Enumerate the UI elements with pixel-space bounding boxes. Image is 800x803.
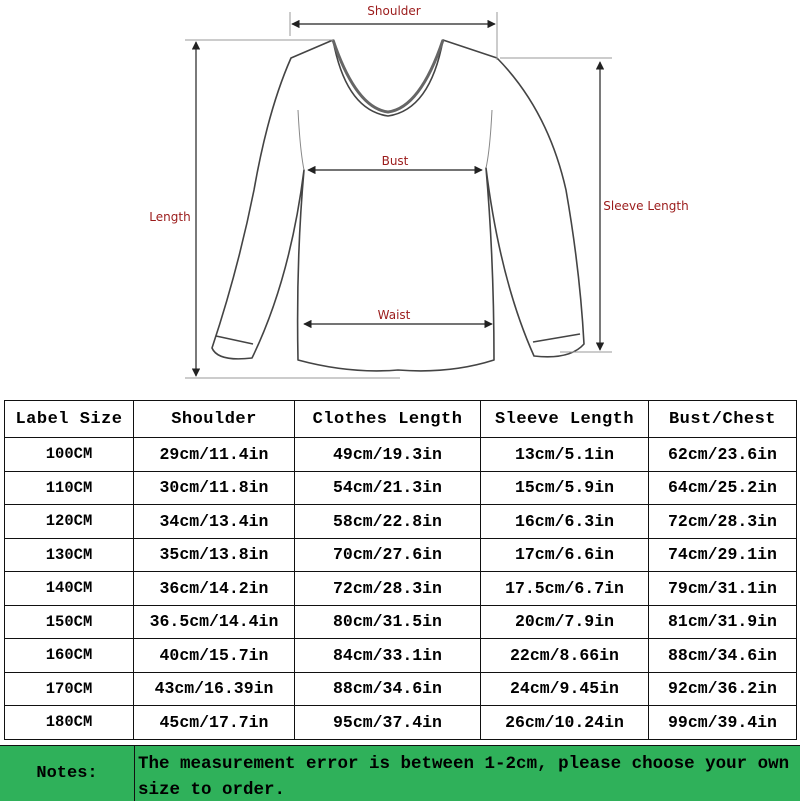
bust-chest-cell: 92cm/36.2in	[649, 672, 797, 706]
table-header-row	[5, 401, 797, 438]
header-bust-chest: Bust/Chest	[649, 401, 797, 438]
bust-chest-cell: 99cm/39.4in	[649, 706, 797, 740]
bust-chest-cell: 79cm/31.1in	[649, 572, 797, 606]
bust-chest-cell: 74cm/29.1in	[649, 538, 797, 572]
garment-measurement-diagram	[0, 0, 800, 400]
clothes-length-cell: 58cm/22.8in	[295, 505, 481, 539]
clothes-length-cell: 95cm/37.4in	[295, 706, 481, 740]
sleeve-length-cell: 26cm/10.24in	[481, 706, 649, 740]
table-row	[5, 706, 797, 740]
measurement-guides	[185, 12, 612, 378]
sleeve-length-cell: 16cm/6.3in	[481, 505, 649, 539]
bust-label: Bust	[381, 154, 409, 168]
clothes-length-cell: 72cm/28.3in	[295, 572, 481, 606]
header-shoulder: Shoulder	[134, 401, 295, 438]
label-size-cell: 160CM	[5, 639, 134, 673]
bust-chest-cell: 64cm/25.2in	[649, 471, 797, 505]
label-size-cell: 180CM	[5, 706, 134, 740]
shoulder-cell: 45cm/17.7in	[134, 706, 295, 740]
sleeve-length-cell: 13cm/5.1in	[481, 438, 649, 472]
sleeve-length-cell: 20cm/7.9in	[481, 605, 649, 639]
length-label: Length	[149, 210, 191, 224]
sleeve-length-cell: 22cm/8.66in	[481, 639, 649, 673]
clothes-length-cell: 70cm/27.6in	[295, 538, 481, 572]
clothes-length-cell: 54cm/21.3in	[295, 471, 481, 505]
sleeve-length-cell: 15cm/5.9in	[481, 471, 649, 505]
sleeve-length-cell: 17cm/6.6in	[481, 538, 649, 572]
clothes-length-cell: 49cm/19.3in	[295, 438, 481, 472]
waist-label: Waist	[377, 308, 411, 322]
bust-chest-cell: 88cm/34.6in	[649, 639, 797, 673]
shoulder-cell: 35cm/13.8in	[134, 538, 295, 572]
label-size-cell: 140CM	[5, 572, 134, 606]
header-clothes-length: Clothes Length	[295, 401, 481, 438]
header-sleeve-length: Sleeve Length	[481, 401, 649, 438]
bust-chest-cell: 62cm/23.6in	[649, 438, 797, 472]
table-row	[5, 505, 797, 539]
shoulder-cell: 29cm/11.4in	[134, 438, 295, 472]
table-row	[5, 538, 797, 572]
shoulder-cell: 34cm/13.4in	[134, 505, 295, 539]
bust-chest-cell: 72cm/28.3in	[649, 505, 797, 539]
label-size-cell: 130CM	[5, 538, 134, 572]
size-chart-table	[4, 400, 797, 740]
notes-label: Notes:	[0, 746, 135, 801]
shoulder-cell: 43cm/16.39in	[134, 672, 295, 706]
notes-text: The measurement error is between 1-2cm, please choose your own size to order.	[138, 754, 790, 800]
label-size-cell: 120CM	[5, 505, 134, 539]
clothes-length-cell: 88cm/34.6in	[295, 672, 481, 706]
shoulder-cell: 40cm/15.7in	[134, 639, 295, 673]
label-size-cell: 100CM	[5, 438, 134, 472]
table-row	[5, 471, 797, 505]
label-size-cell: 150CM	[5, 605, 134, 639]
clothes-length-cell: 80cm/31.5in	[295, 605, 481, 639]
table-row	[5, 438, 797, 472]
sleeve-length-cell: 24cm/9.45in	[481, 672, 649, 706]
notes-bar	[0, 745, 800, 801]
sleeve-length-cell: 17.5cm/6.7in	[481, 572, 649, 606]
bust-chest-cell: 81cm/31.9in	[649, 605, 797, 639]
table-row	[5, 672, 797, 706]
sleeve-length-label: Sleeve Length	[603, 199, 689, 213]
table-row	[5, 572, 797, 606]
shoulder-cell: 36cm/14.2in	[134, 572, 295, 606]
shoulder-label: Shoulder	[367, 4, 421, 18]
table-row	[5, 605, 797, 639]
clothes-length-cell: 84cm/33.1in	[295, 639, 481, 673]
label-size-cell: 110CM	[5, 471, 134, 505]
shoulder-cell: 30cm/11.8in	[134, 471, 295, 505]
table-row	[5, 639, 797, 673]
shoulder-cell: 36.5cm/14.4in	[134, 605, 295, 639]
label-size-cell: 170CM	[5, 672, 134, 706]
header-label-size: Label Size	[5, 401, 134, 438]
